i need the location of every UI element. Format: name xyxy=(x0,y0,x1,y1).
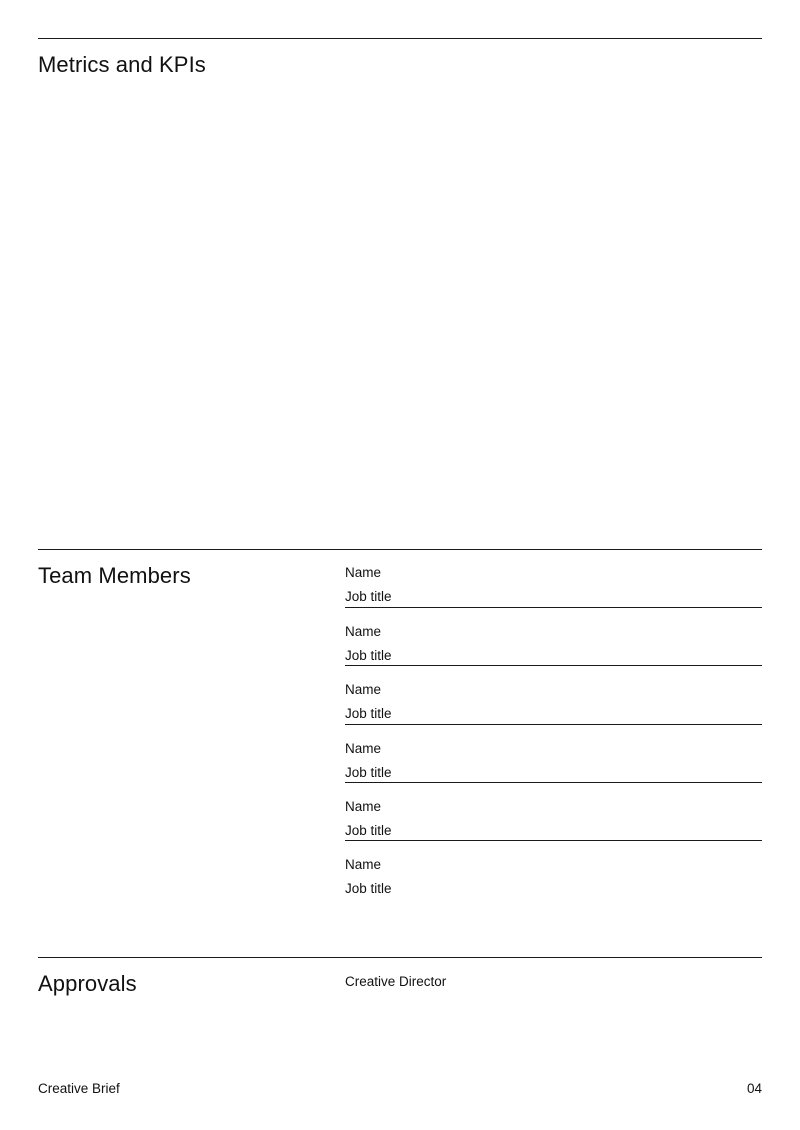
team-section-title: Team Members xyxy=(38,563,191,588)
member-job-title: Job title xyxy=(345,764,392,780)
team-member-6 xyxy=(345,840,762,898)
team-member-2 xyxy=(345,607,762,665)
approvals-section-title: Approvals xyxy=(38,971,137,996)
member-name: Name xyxy=(345,740,382,756)
metrics-divider xyxy=(38,38,762,39)
footer-page-number: 04 xyxy=(746,1081,762,1096)
team-member-4 xyxy=(345,724,762,782)
member-name: Name xyxy=(345,682,382,698)
member-name: Name xyxy=(345,798,382,814)
member-name: Name xyxy=(345,565,382,580)
member-name: Name xyxy=(345,856,382,872)
team-member-5 xyxy=(345,782,762,840)
team-member-3 xyxy=(345,665,762,723)
member-job-title: Job title xyxy=(345,589,392,604)
approver-role: Creative Director xyxy=(345,974,447,989)
team-member-1 xyxy=(345,549,762,607)
team-members-list xyxy=(345,549,762,898)
member-name: Name xyxy=(345,624,382,640)
member-job-title: Job title xyxy=(345,880,392,896)
member-job-title: Job title xyxy=(345,648,392,664)
metrics-section-title: Metrics and KPIs xyxy=(38,52,206,77)
member-job-title: Job title xyxy=(345,706,392,722)
footer-document-title: Creative Brief xyxy=(38,1081,120,1096)
approvals-divider xyxy=(38,957,762,958)
member-job-title: Job title xyxy=(345,822,392,838)
